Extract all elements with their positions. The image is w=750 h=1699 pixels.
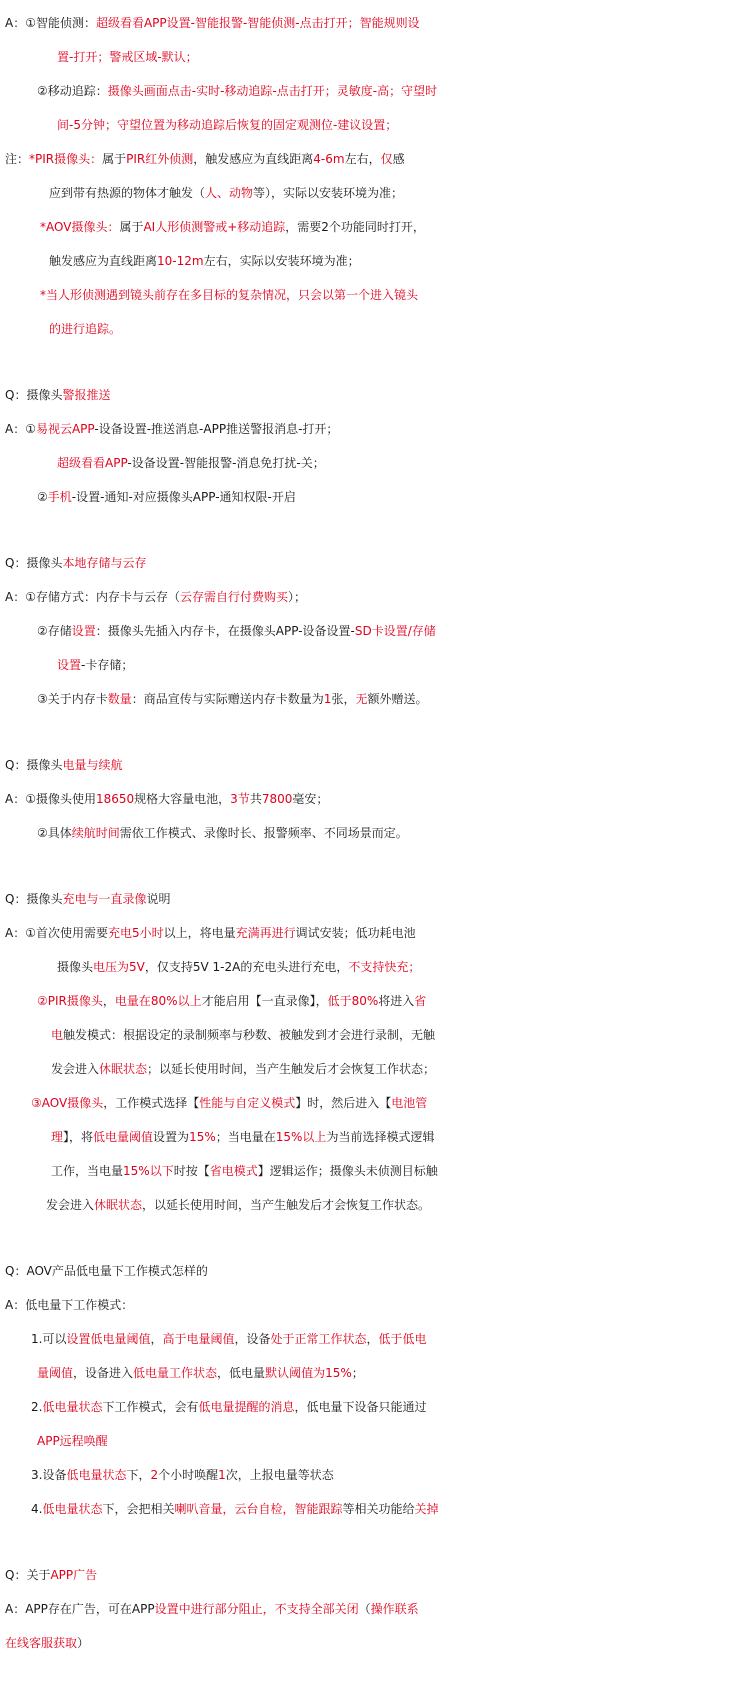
- text-line: [0, 916, 750, 950]
- highlight-text: SD卡设置/存储: [354, 624, 436, 638]
- body-text: A：低电量下工作模式：: [5, 1298, 134, 1312]
- body-text: ，低电量: [217, 1366, 266, 1380]
- text-line: [0, 1592, 750, 1626]
- text-line: [0, 1390, 750, 1424]
- body-text: ，低电量下设备只能通过: [294, 1400, 427, 1414]
- body-text: 等），实际以安装环境为准；: [253, 186, 404, 200]
- text-line: [0, 1018, 750, 1052]
- highlight-text: 15%以下: [123, 1164, 174, 1178]
- text-line: [0, 1288, 750, 1322]
- body-text: Q：摄像头: [5, 388, 63, 402]
- text-line: [0, 1626, 750, 1660]
- text-line: [0, 1188, 750, 1222]
- text-line: [0, 580, 750, 614]
- highlight-text: *AOV摄像头：: [40, 220, 120, 234]
- text-line: [0, 882, 750, 916]
- body-text: 触发感应为直线距离: [49, 254, 158, 268]
- body-text: ，: [150, 1332, 163, 1346]
- highlight-text: 低电量阈值: [93, 1130, 154, 1144]
- text-line: [0, 312, 750, 346]
- highlight-text: 电压为5V: [93, 960, 145, 974]
- highlight-text: 性能与自定义模式: [199, 1096, 296, 1110]
- highlight-text: 电量在80%以上: [114, 994, 202, 1008]
- highlight-text: 7800: [261, 792, 293, 806]
- highlight-text: 无: [355, 692, 368, 706]
- body-text: 发会进入: [46, 1198, 95, 1212]
- body-text: 等相关功能给: [342, 1502, 415, 1516]
- body-text: -设置-通知-对应摄像头APP-通知权限-开启: [71, 490, 296, 504]
- highlight-text: *当人形侦测遇到镜头前存在多目标的复杂情况，只会以第一个进入镜头: [40, 288, 419, 302]
- body-text: 属于: [119, 220, 144, 234]
- highlight-text: 超级看看APP: [57, 456, 128, 470]
- body-text: -卡存储；: [81, 658, 134, 672]
- text-line: [0, 244, 750, 278]
- body-text: 工作，当电量: [51, 1164, 124, 1178]
- text-line: [0, 984, 750, 1018]
- text-line: [0, 278, 750, 312]
- faq-section-smart-detection: [0, 6, 750, 346]
- body-text: ：摄像头先插入内存卡，在摄像头APP-设备设置-: [95, 624, 355, 638]
- body-text: 左右，: [344, 152, 381, 166]
- highlight-text: 充满再进行: [235, 926, 296, 940]
- faq-section-battery: [0, 748, 750, 850]
- text-line: [0, 682, 750, 716]
- body-text: A：①智能侦测：: [5, 16, 96, 30]
- highlight-text: 电: [51, 1028, 64, 1042]
- body-text: 下，: [126, 1468, 151, 1482]
- text-line: [0, 614, 750, 648]
- text-line: [0, 748, 750, 782]
- body-text: 次，上报电量等状态: [225, 1468, 334, 1482]
- text-line: [0, 1120, 750, 1154]
- highlight-text: 1: [218, 1468, 226, 1482]
- highlight-text: APP远程唤醒: [37, 1434, 108, 1448]
- highlight-text: 2: [150, 1468, 159, 1482]
- text-line: [0, 108, 750, 142]
- text-line: [0, 480, 750, 514]
- body-text: Q：摄像头: [5, 556, 63, 570]
- body-text: ③关于内存卡: [37, 692, 108, 706]
- body-text: A：APP存在广告，可在APP: [5, 1602, 155, 1616]
- faq-section-aov-low-power: [0, 1254, 750, 1526]
- body-text: ，触发感应为直线距离: [193, 152, 314, 166]
- highlight-text: 设置低电量阈值: [66, 1332, 151, 1346]
- body-text: ②具体: [37, 826, 72, 840]
- body-text: ，需要2个功能同时打开，: [285, 220, 425, 234]
- body-text: ，工作模式选择【: [103, 1096, 200, 1110]
- highlight-text: 省电模式: [209, 1164, 258, 1178]
- section-gap: [0, 850, 750, 882]
- highlight-text: 本地存储与云存: [62, 556, 147, 570]
- text-line: [0, 950, 750, 984]
- highlight-text: 不支持快充；: [348, 960, 421, 974]
- body-text: 3.设备: [31, 1468, 67, 1482]
- body-text: -设备设置-智能报警-消息免打扰-关；: [127, 456, 325, 470]
- body-text: 下工作模式，会有: [102, 1400, 199, 1414]
- section-gap: [0, 716, 750, 748]
- body-text: Q：关于: [5, 1568, 51, 1582]
- body-text: ②移动追踪：: [37, 84, 108, 98]
- highlight-text: 低电量状态: [42, 1400, 103, 1414]
- highlight-text: 操作联系: [370, 1602, 419, 1616]
- body-text: A：①摄像头使用: [5, 792, 96, 806]
- highlight-text: 高于电量阈值: [162, 1332, 235, 1346]
- body-text: 规格大容量电池，: [134, 792, 231, 806]
- body-text: ；当电量在: [215, 1130, 276, 1144]
- body-text: 2.: [31, 1400, 43, 1414]
- body-text: A：①: [5, 422, 36, 436]
- faq-section-storage: [0, 546, 750, 716]
- highlight-text: 低电量状态: [66, 1468, 127, 1482]
- body-text: ②: [37, 490, 48, 504]
- body-text: ）；: [287, 590, 306, 604]
- highlight-text: 低电量状态: [42, 1502, 103, 1516]
- body-text: 注：: [5, 152, 30, 166]
- body-text: ，: [102, 994, 115, 1008]
- highlight-text: 量阈值: [37, 1366, 74, 1380]
- text-line: [0, 412, 750, 446]
- body-text: 将进入: [378, 994, 415, 1008]
- text-line: [0, 816, 750, 850]
- text-line: [0, 782, 750, 816]
- body-text: 触发模式：根据设定的录制频率与秒数、被触发到才会进行录制，无触: [63, 1028, 436, 1042]
- highlight-text: 理: [51, 1130, 64, 1144]
- highlight-text: *PIR摄像头：: [29, 152, 103, 166]
- body-text: 发会进入: [51, 1062, 100, 1076]
- body-text: Q：摄像头: [5, 758, 63, 772]
- highlight-text: ③AOV摄像头: [31, 1096, 104, 1110]
- highlight-text: 摄像头画面点击-实时-移动追踪-点击打开；灵敏度-高；守望时: [107, 84, 438, 98]
- highlight-text: 警报推送: [62, 388, 111, 402]
- highlight-text: 喇叭音量，云台自检，智能跟踪: [174, 1502, 343, 1516]
- text-line: [0, 1254, 750, 1288]
- body-text: 额外赠送。: [367, 692, 428, 706]
- body-text: ，设备: [234, 1332, 271, 1346]
- highlight-text: 设置: [57, 658, 82, 672]
- text-line: [0, 1458, 750, 1492]
- body-text: （: [358, 1602, 371, 1616]
- highlight-text: 续航时间: [71, 826, 120, 840]
- text-line: [0, 546, 750, 580]
- highlight-text: 仅: [380, 152, 393, 166]
- body-text: 共: [249, 792, 262, 806]
- body-text: -设备设置-推送消息-APP推送警报消息-打开；: [94, 422, 339, 436]
- highlight-text: PIR红外侦测: [126, 152, 194, 166]
- highlight-text: 在线客服获取: [5, 1636, 78, 1650]
- text-line: [0, 210, 750, 244]
- highlight-text: 3节: [230, 792, 250, 806]
- body-text: 感: [392, 152, 405, 166]
- text-line: [0, 142, 750, 176]
- highlight-text: 低于低电: [378, 1332, 427, 1346]
- highlight-text: 数量: [107, 692, 132, 706]
- highlight-text: 超级看看APP设置-智能报警-智能侦测-点击打开；智能规则设: [95, 16, 420, 30]
- highlight-text: 关掉: [414, 1502, 439, 1516]
- highlight-text: 充电5小时: [107, 926, 164, 940]
- body-text: 时按【: [173, 1164, 210, 1178]
- text-line: [0, 1052, 750, 1086]
- body-text: 以上，将电量: [163, 926, 236, 940]
- highlight-text: 设置中进行部分阻止，不支持全部关闭: [154, 1602, 359, 1616]
- body-text: ：商品宣传与实际赠送内存卡数量为: [131, 692, 324, 706]
- text-line: [0, 40, 750, 74]
- body-text: 】，将: [63, 1130, 94, 1144]
- body-text: ；以延长使用时间，当产生触发后才会恢复工作状态；: [147, 1062, 436, 1076]
- body-text: 说明: [146, 892, 171, 906]
- highlight-text: 低于80%: [327, 994, 379, 1008]
- highlight-text: 电池管: [391, 1096, 428, 1110]
- text-line: [0, 74, 750, 108]
- section-gap: [0, 1222, 750, 1254]
- text-line: [0, 1086, 750, 1120]
- text-line: [0, 176, 750, 210]
- body-text: 应到带有热源的物体才触发（: [49, 186, 206, 200]
- highlight-text: 休眠状态: [99, 1062, 148, 1076]
- text-line: [0, 1356, 750, 1390]
- highlight-text: 省: [414, 994, 427, 1008]
- body-text: 需依工作模式、录像时长、报警频率、不同场景而定。: [119, 826, 408, 840]
- section-gap: [0, 1526, 750, 1558]
- highlight-text: 默认阈值为15%: [265, 1366, 352, 1380]
- faq-section-app-ads: [0, 1558, 750, 1660]
- highlight-text: 手机: [47, 490, 72, 504]
- body-text: 4.: [31, 1502, 43, 1516]
- highlight-text: 云存需自行付费购买: [179, 590, 288, 604]
- body-text: 调试安装；低功耗电池: [295, 926, 416, 940]
- highlight-text: 设置: [71, 624, 96, 638]
- body-text: 下，会把相关: [102, 1502, 175, 1516]
- body-text: ；: [351, 1366, 364, 1380]
- body-text: 左右，实际以安装环境为准；: [203, 254, 360, 268]
- body-text: ，设备进入: [73, 1366, 134, 1380]
- body-text: ②存储: [37, 624, 72, 638]
- body-text: ）: [77, 1636, 90, 1650]
- highlight-text: 置-打开；警戒区域-默认；: [57, 50, 198, 64]
- text-line: [0, 648, 750, 682]
- highlight-text: 充电与一直录像: [62, 892, 147, 906]
- text-line: [0, 1322, 750, 1356]
- highlight-text: 低电量工作状态: [133, 1366, 218, 1380]
- body-text: 摄像头: [57, 960, 94, 974]
- body-text: Q：摄像头: [5, 892, 63, 906]
- body-text: ，仅支持5V 1-2A的充电头进行充电，: [144, 960, 349, 974]
- highlight-text: 的进行追踪。: [49, 322, 122, 336]
- body-text: 为当前选择模式逻辑: [326, 1130, 435, 1144]
- body-text: 设置为: [153, 1130, 190, 1144]
- highlight-text: 18650: [95, 792, 135, 806]
- text-line: [0, 6, 750, 40]
- text-line: [0, 1424, 750, 1458]
- highlight-text: 1: [323, 692, 332, 706]
- text-line: [0, 446, 750, 480]
- highlight-text: 处于正常工作状态: [270, 1332, 367, 1346]
- highlight-text: AI人形侦测警戒+移动追踪: [143, 220, 286, 234]
- faq-section-charging: [0, 882, 750, 1222]
- body-text: ，以延长使用时间，当产生触发后才会恢复工作状态。: [142, 1198, 431, 1212]
- highlight-text: 电量与续航: [62, 758, 123, 772]
- section-gap: [0, 514, 750, 546]
- highlight-text: 4-6m: [313, 152, 345, 166]
- body-text: A：①存储方式：内存卡与云存（: [5, 590, 180, 604]
- body-text: 1.可以: [31, 1332, 67, 1346]
- body-text: 张，: [331, 692, 356, 706]
- highlight-text: 易视云APP: [35, 422, 95, 436]
- body-text: 】逻辑运作；摄像头未侦测目标触: [257, 1164, 438, 1178]
- body-text: 属于: [102, 152, 127, 166]
- body-text: 才能启用【一直录像】，: [201, 994, 328, 1008]
- text-line: [0, 1154, 750, 1188]
- highlight-text: 15%: [189, 1130, 216, 1144]
- section-gap: [0, 346, 750, 378]
- body-text: 】时，然后进入【: [295, 1096, 392, 1110]
- text-line: [0, 1558, 750, 1592]
- highlight-text: 10-12m: [157, 254, 204, 268]
- body-text: Q：AOV产品低电量下工作模式怎样的: [5, 1264, 208, 1278]
- highlight-text: 低电量提醒的消息: [198, 1400, 295, 1414]
- highlight-text: 休眠状态: [94, 1198, 143, 1212]
- highlight-text: 人、动物: [205, 186, 254, 200]
- body-text: 个小时唤醒: [158, 1468, 219, 1482]
- highlight-text: ②PIR摄像头: [37, 994, 103, 1008]
- body-text: A：①首次使用需要: [5, 926, 108, 940]
- highlight-text: 间-5分钟；守望位置为移动追踪后恢复的固定观测位-建议设置；: [57, 118, 398, 132]
- body-text: ，: [366, 1332, 379, 1346]
- text-line: [0, 1492, 750, 1526]
- body-text: 毫安；: [292, 792, 329, 806]
- highlight-text: APP广告: [50, 1568, 98, 1582]
- faq-section-alarm-push: [0, 378, 750, 514]
- highlight-text: 15%以上: [275, 1130, 327, 1144]
- text-line: [0, 378, 750, 412]
